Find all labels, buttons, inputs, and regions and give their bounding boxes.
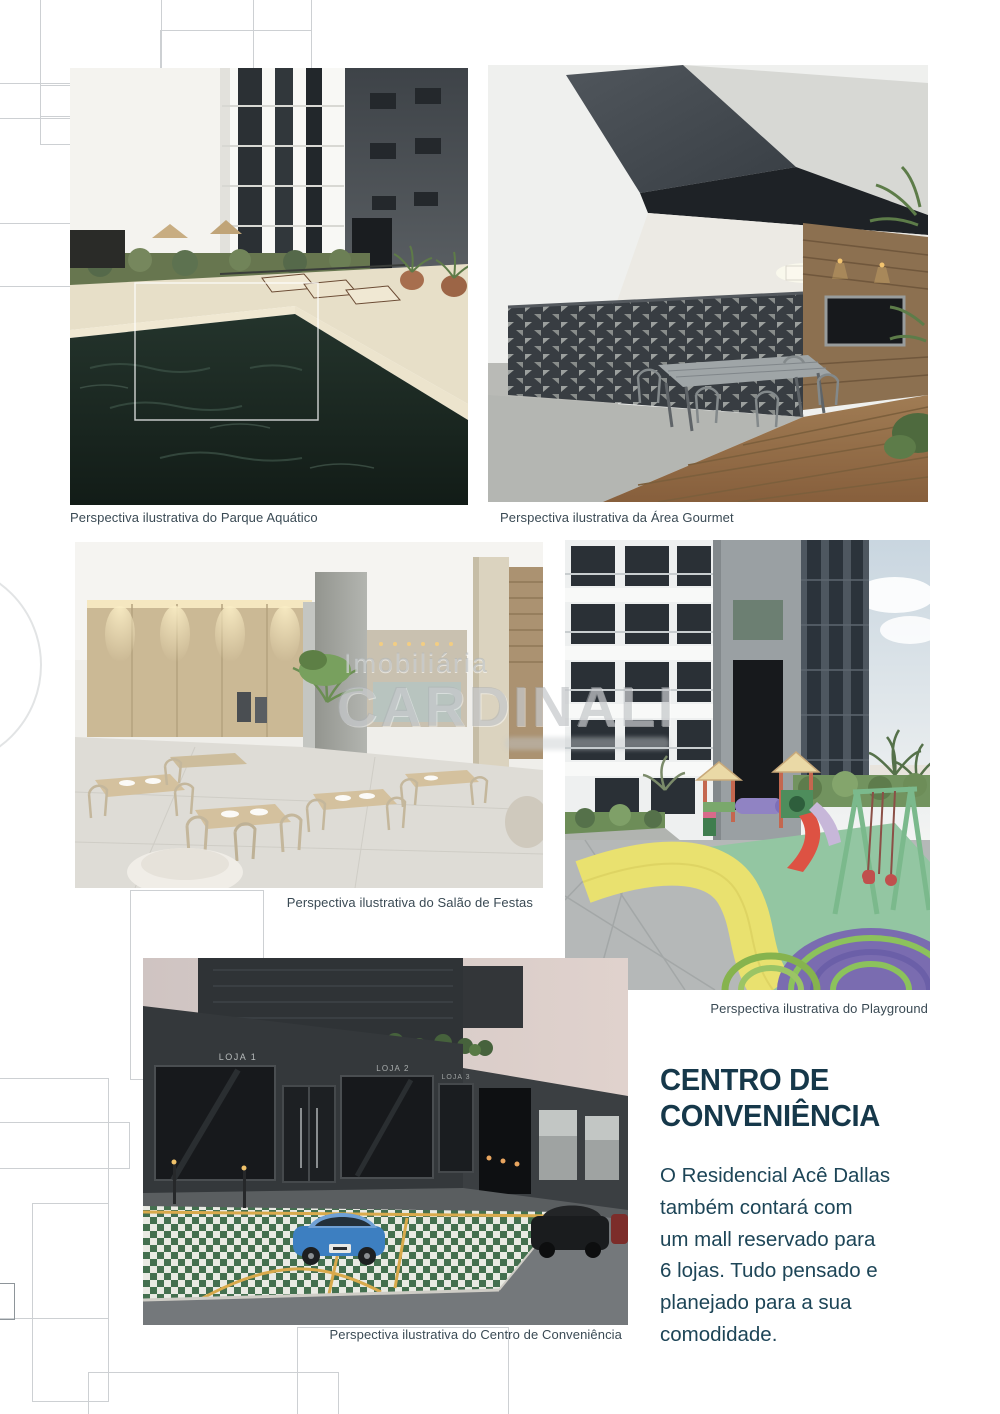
loja1-sign: LOJA 1 <box>218 1052 258 1062</box>
decor-rect <box>0 1122 130 1169</box>
loja2-sign: LOJA 2 <box>376 1064 410 1073</box>
centro-conveniencia-photo <box>143 958 628 1325</box>
salao-festas-photo <box>75 542 543 888</box>
playground-illustration <box>565 540 930 990</box>
pool-illustration <box>70 68 468 505</box>
caption-parque-aquatico: Perspectiva ilustrativa do Parque Aquático <box>70 510 318 525</box>
salao-illustration <box>75 542 543 888</box>
section-title-line1: CENTRO DE <box>660 1062 830 1097</box>
watermark-imobiliaria: Imobiliária <box>344 648 490 678</box>
caption-salao-festas: Perspectiva ilustrativa do Salão de Festas <box>286 895 533 910</box>
paragraph-line: um mall reservado para <box>660 1227 876 1251</box>
paragraph-line: O Residencial Acê Dallas <box>660 1164 891 1187</box>
paragraph-line: comodidade. <box>660 1322 778 1346</box>
playground-photo <box>565 540 930 990</box>
decor-rect <box>253 0 312 72</box>
caption-centro-conveniencia: Perspectiva ilustrativa do Centro de Conveniência <box>329 1327 622 1342</box>
caption-playground: Perspectiva ilustrativa do Playground <box>710 1001 928 1016</box>
paragraph-line: também contará com <box>660 1195 853 1219</box>
area-gourmet-photo <box>488 65 928 502</box>
decor-circle <box>0 563 42 767</box>
decor-rect <box>0 1283 15 1320</box>
red-car <box>611 1214 628 1244</box>
section-title-line2: CONVENIÊNCIA <box>660 1098 881 1133</box>
conveniencia-illustration <box>143 958 628 1325</box>
paragraph-line: 6 lojas. Tudo pensado e <box>660 1259 878 1283</box>
section-title <box>660 1062 880 1134</box>
paragraph-line: planejado para a sua <box>660 1291 852 1315</box>
loja3-sign: LOJA 3 <box>441 1074 471 1081</box>
caption-area-gourmet: Perspectiva ilustrativa da Área Gourmet <box>500 510 734 525</box>
gourmet-illustration <box>488 65 928 502</box>
section-paragraph <box>660 1160 890 1351</box>
parque-aquatico-photo <box>70 68 468 505</box>
watermark-cardinali: CARDINALI <box>336 675 677 739</box>
